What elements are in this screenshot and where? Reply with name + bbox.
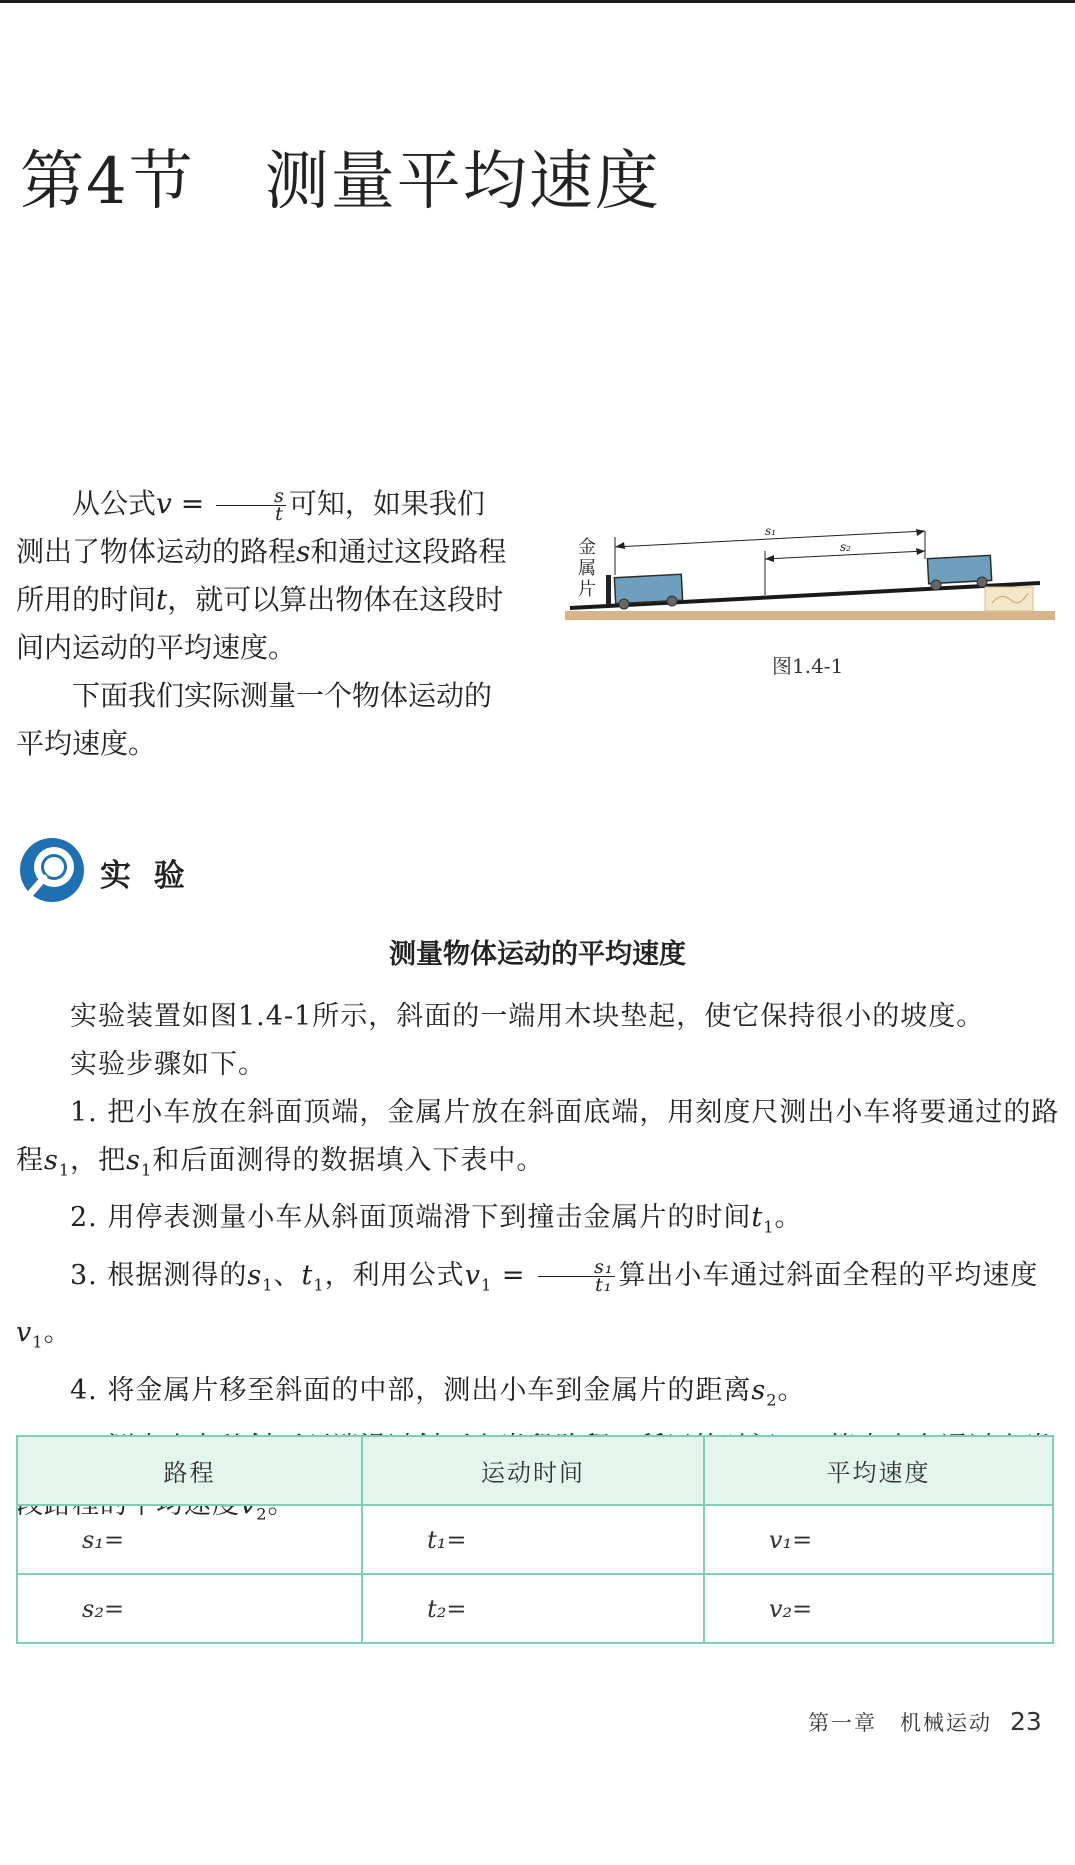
table-cell[interactable]: s₁= — [17, 1505, 362, 1574]
ground — [565, 611, 1055, 620]
step-2: 2. 用停表测量小车从斜面顶端滑下到撞击金属片的时间$t_1$。 — [70, 1202, 803, 1237]
intro-text — [16, 480, 510, 768]
intro-paragraph-1: 从公式v = $\frac{s}{t}$ 可知，如果我们测出了物体运动的路程s和通过这段路程所用的时间t，就可以算出物体在这段时间内运动的平均速度。 — [16, 485, 507, 664]
page-footer — [808, 1707, 1042, 1737]
formula-v: v — [156, 487, 172, 520]
figure-label-metal-3: 片 — [578, 579, 596, 600]
metal-plate — [606, 575, 611, 605]
magnifier-icon — [18, 836, 86, 908]
section-title — [20, 130, 661, 222]
steps-intro: 实验步骤如下。 — [70, 1049, 266, 1080]
top-rule — [0, 0, 1075, 3]
table-row — [17, 1574, 1053, 1643]
step3-fraction: $\frac{\text{s₁}}{\text{t₁}}$ — [538, 1259, 615, 1294]
page-number: 23 — [1010, 1707, 1042, 1736]
experiment-header — [18, 838, 191, 906]
header-speed: 平均速度 — [704, 1436, 1053, 1505]
experiment-intro: 实验装置如图1.4-1所示，斜面的一端用木块垫起，使它保持很小的坡度。 — [70, 1001, 985, 1032]
table-cell[interactable]: v₂= — [704, 1574, 1053, 1643]
cart-top — [927, 555, 991, 590]
table-row — [17, 1505, 1053, 1574]
header-time: 运动时间 — [362, 1436, 704, 1505]
symbol-s: s — [296, 535, 311, 568]
experiment-label: 实 验 — [100, 857, 191, 894]
header-distance: 路程 — [17, 1436, 362, 1505]
incline-diagram — [560, 515, 1060, 645]
step-1: 1. 把小车放在斜面顶端，金属片放在斜面底端，用刻度尺测出小车将要通过的路程$s_1$，把$s_1$和后面测得的数据填入下表中。 — [16, 1097, 1060, 1180]
figure-label-s1: s₁ — [765, 524, 776, 538]
chapter-label: 第一章 机械运动 — [808, 1711, 992, 1735]
symbol-t: t — [156, 583, 168, 616]
figure-label-metal-1: 金 — [578, 537, 596, 558]
figure-label-s2: s₂ — [840, 540, 851, 554]
table-cell[interactable]: t₁= — [362, 1505, 704, 1574]
table-cell[interactable]: t₂= — [362, 1574, 704, 1643]
step-4: 4. 将金属片移至斜面的中部，测出小车到金属片的距离$s_2$。 — [70, 1374, 806, 1409]
formula-fraction: $\frac{s}{t}$ — [216, 488, 286, 523]
figure-label-metal-2: 属 — [578, 558, 596, 579]
table-header-row — [17, 1436, 1053, 1505]
intro-paragraph-2: 下面我们实际测量一个物体运动的平均速度。 — [16, 679, 493, 760]
table-cell[interactable]: v₁= — [704, 1505, 1053, 1574]
figure-caption: 图1.4-1 — [772, 654, 844, 678]
data-table — [16, 1435, 1054, 1644]
experiment-title: 测量物体运动的平均速度 — [389, 939, 686, 970]
step-3: 3. 根据测得的$s_1$、$t_1$，利用公式$v_1$ = $\frac{\text{s₁}}{\text{t₁}}$ 算出小车通过斜面全程的平均速度$v_1$。 — [16, 1255, 1039, 1352]
step-5: 2 — [256, 1504, 268, 1524]
section-name: 测量平均速度 — [264, 145, 661, 219]
table-cell[interactable]: s₂= — [17, 1574, 362, 1643]
section-number: 第4节 — [20, 145, 195, 219]
